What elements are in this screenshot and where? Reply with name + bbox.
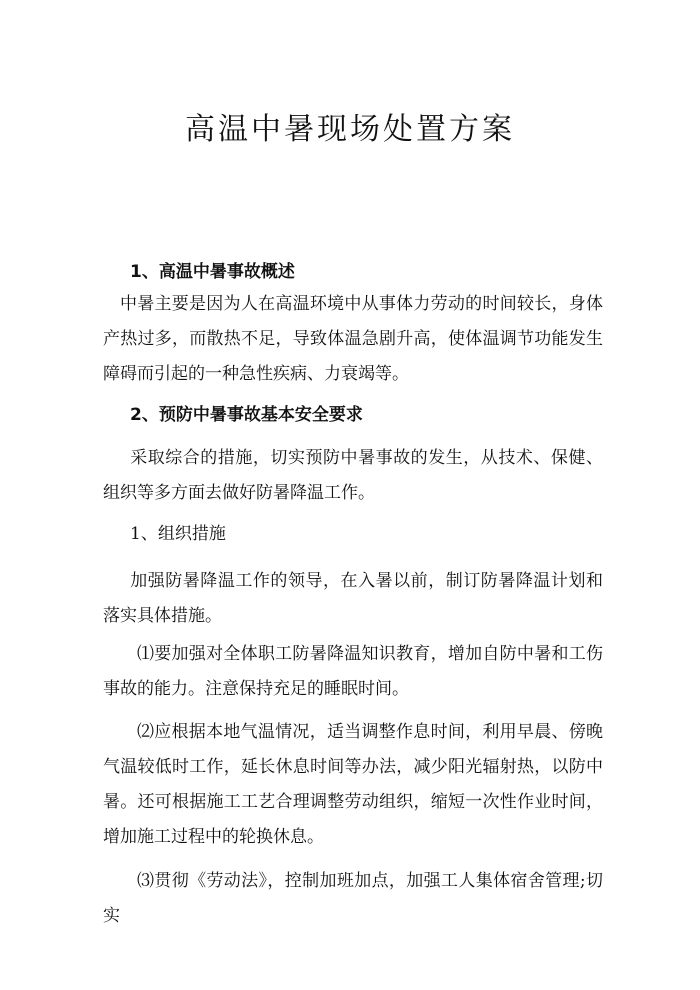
subsection-1-heading: 1、组织措施: [130, 524, 226, 544]
section-1-paragraph: 中暑主要是因为人在高温环境中从事体力劳动的时间较长，身体产热过多，而散热不足，导致体温急剧升高，使体温调节功能发生障碍而引起的一种急性疾病、力衰竭等。: [103, 294, 603, 384]
section-2-heading: 2、预防中暑事故基本安全要求: [130, 405, 363, 425]
document-title: 高温中暑现场处置方案: [185, 112, 515, 147]
section-1-heading: 1、高温中暑事故概述: [130, 262, 295, 282]
section-2-paragraph: 采取综合的措施，切实预防中暑事故的发生，从技术、保健、组织等多方面去做好防暑降温工作。: [103, 448, 603, 503]
measure-item-3: ⑶贯彻《劳动法》，控制加班加点，加强工人集体宿舍管理;切实: [103, 871, 603, 926]
measure-item-2: ⑵应根据本地气温情况，适当调整作息时间，利用早晨、傍晚气温较低时工作，延长休息时间等办法，减少阳光辐射热，以防中暑。还可根据施工工艺合理调整劳动组织，缩短一次性作业时间，增加施工过程中的轮换休息。: [103, 722, 603, 847]
subsection-1-intro: 加强防暑降温工作的领导，在入暑以前，制订防暑降温计划和落实具体措施。: [103, 571, 603, 626]
measure-item-1: ⑴要加强对全体职工防暑降温知识教育，增加自防中暑和工伤事故的能力。注意保持充足的睡眠时间。: [103, 644, 603, 699]
